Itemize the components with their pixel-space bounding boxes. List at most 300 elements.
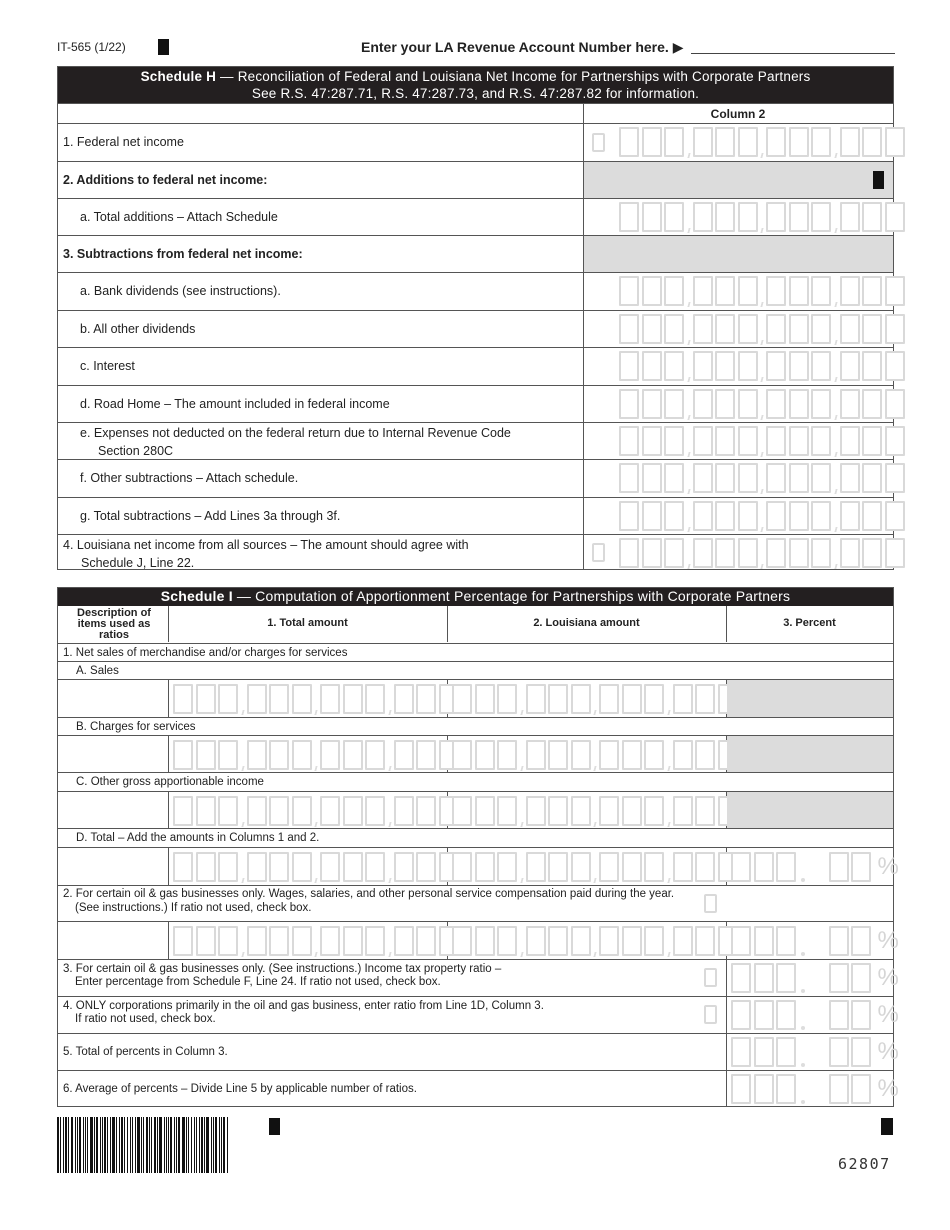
digit-box[interactable] bbox=[840, 501, 860, 531]
digit-box[interactable] bbox=[196, 926, 216, 956]
digit-box[interactable] bbox=[343, 852, 363, 882]
account-number-field[interactable] bbox=[691, 53, 895, 54]
amount-field[interactable] bbox=[619, 276, 907, 306]
percent-field[interactable] bbox=[731, 852, 899, 882]
digit-box[interactable] bbox=[292, 740, 312, 770]
digit-box[interactable] bbox=[789, 389, 809, 419]
digit-box[interactable] bbox=[885, 463, 905, 493]
digit-box[interactable] bbox=[840, 463, 860, 493]
digit-box[interactable] bbox=[738, 276, 758, 306]
digit-box[interactable] bbox=[840, 389, 860, 419]
digit-box[interactable] bbox=[715, 538, 735, 568]
digit-box[interactable] bbox=[548, 796, 568, 826]
digit-box[interactable] bbox=[664, 463, 684, 493]
digit-box[interactable] bbox=[715, 426, 735, 456]
louisiana-amount-field[interactable] bbox=[452, 740, 740, 770]
digit-box[interactable] bbox=[789, 538, 809, 568]
digit-box[interactable] bbox=[452, 796, 472, 826]
digit-box[interactable] bbox=[320, 926, 340, 956]
percent-field[interactable] bbox=[731, 1037, 899, 1067]
digit-box[interactable] bbox=[196, 684, 216, 714]
digit-box[interactable] bbox=[475, 796, 495, 826]
negative-checkbox[interactable] bbox=[592, 543, 605, 562]
digit-box[interactable] bbox=[811, 389, 831, 419]
digit-box[interactable] bbox=[619, 202, 639, 232]
digit-box[interactable] bbox=[715, 389, 735, 419]
digit-box[interactable] bbox=[851, 852, 871, 882]
digit-box[interactable] bbox=[218, 926, 238, 956]
digit-box[interactable] bbox=[548, 684, 568, 714]
digit-box[interactable] bbox=[218, 740, 238, 770]
digit-box[interactable] bbox=[247, 740, 267, 770]
digit-box[interactable] bbox=[292, 796, 312, 826]
digit-box[interactable] bbox=[731, 1074, 751, 1104]
digit-box[interactable] bbox=[862, 202, 882, 232]
digit-box[interactable] bbox=[497, 796, 517, 826]
digit-box[interactable] bbox=[885, 351, 905, 381]
digit-box[interactable] bbox=[693, 276, 713, 306]
percent-field[interactable] bbox=[731, 926, 899, 956]
louisiana-amount-field[interactable] bbox=[452, 796, 740, 826]
digit-box[interactable] bbox=[766, 501, 786, 531]
digit-box[interactable] bbox=[320, 740, 340, 770]
digit-box[interactable] bbox=[173, 684, 193, 714]
digit-box[interactable] bbox=[715, 314, 735, 344]
digit-box[interactable] bbox=[695, 740, 715, 770]
digit-box[interactable] bbox=[452, 684, 472, 714]
digit-box[interactable] bbox=[715, 501, 735, 531]
digit-box[interactable] bbox=[840, 538, 860, 568]
digit-box[interactable] bbox=[789, 426, 809, 456]
digit-box[interactable] bbox=[811, 202, 831, 232]
digit-box[interactable] bbox=[738, 202, 758, 232]
digit-box[interactable] bbox=[644, 926, 664, 956]
digit-box[interactable] bbox=[644, 796, 664, 826]
digit-box[interactable] bbox=[851, 963, 871, 993]
digit-box[interactable] bbox=[196, 740, 216, 770]
digit-box[interactable] bbox=[642, 538, 662, 568]
digit-box[interactable] bbox=[754, 1037, 774, 1067]
digit-box[interactable] bbox=[343, 684, 363, 714]
digit-box[interactable] bbox=[811, 351, 831, 381]
digit-box[interactable] bbox=[173, 852, 193, 882]
total-amount-field[interactable] bbox=[173, 740, 461, 770]
digit-box[interactable] bbox=[715, 463, 735, 493]
digit-box[interactable] bbox=[673, 740, 693, 770]
digit-box[interactable] bbox=[497, 926, 517, 956]
digit-box[interactable] bbox=[320, 852, 340, 882]
digit-box[interactable] bbox=[862, 426, 882, 456]
digit-box[interactable] bbox=[622, 926, 642, 956]
digit-box[interactable] bbox=[196, 852, 216, 882]
digit-box[interactable] bbox=[526, 740, 546, 770]
digit-box[interactable] bbox=[292, 684, 312, 714]
digit-box[interactable] bbox=[622, 852, 642, 882]
digit-box[interactable] bbox=[269, 926, 289, 956]
digit-box[interactable] bbox=[664, 501, 684, 531]
digit-box[interactable] bbox=[738, 463, 758, 493]
digit-box[interactable] bbox=[840, 351, 860, 381]
digit-box[interactable] bbox=[851, 1074, 871, 1104]
digit-box[interactable] bbox=[365, 852, 385, 882]
digit-box[interactable] bbox=[885, 276, 905, 306]
digit-box[interactable] bbox=[599, 852, 619, 882]
digit-box[interactable] bbox=[811, 538, 831, 568]
digit-box[interactable] bbox=[789, 314, 809, 344]
digit-box[interactable] bbox=[738, 389, 758, 419]
amount-field[interactable] bbox=[619, 202, 907, 232]
digit-box[interactable] bbox=[754, 963, 774, 993]
digit-box[interactable] bbox=[196, 796, 216, 826]
digit-box[interactable] bbox=[247, 926, 267, 956]
digit-box[interactable] bbox=[664, 389, 684, 419]
digit-box[interactable] bbox=[664, 314, 684, 344]
digit-box[interactable] bbox=[365, 796, 385, 826]
digit-box[interactable] bbox=[885, 501, 905, 531]
digit-box[interactable] bbox=[738, 314, 758, 344]
digit-box[interactable] bbox=[571, 684, 591, 714]
digit-box[interactable] bbox=[173, 926, 193, 956]
digit-box[interactable] bbox=[218, 852, 238, 882]
digit-box[interactable] bbox=[247, 852, 267, 882]
digit-box[interactable] bbox=[693, 202, 713, 232]
digit-box[interactable] bbox=[811, 276, 831, 306]
digit-box[interactable] bbox=[789, 351, 809, 381]
digit-box[interactable] bbox=[811, 463, 831, 493]
percent-field[interactable] bbox=[731, 963, 899, 993]
digit-box[interactable] bbox=[365, 926, 385, 956]
digit-box[interactable] bbox=[548, 852, 568, 882]
digit-box[interactable] bbox=[776, 963, 796, 993]
line-label bbox=[80, 424, 511, 460]
digit-box[interactable] bbox=[693, 501, 713, 531]
digit-box[interactable] bbox=[738, 501, 758, 531]
digit-box[interactable] bbox=[885, 538, 905, 568]
digit-box[interactable] bbox=[766, 202, 786, 232]
digit-box[interactable] bbox=[173, 796, 193, 826]
digit-box[interactable] bbox=[862, 463, 882, 493]
digit-box[interactable] bbox=[766, 538, 786, 568]
digit-box[interactable] bbox=[619, 314, 639, 344]
digit-box[interactable] bbox=[829, 852, 849, 882]
amount-field[interactable] bbox=[619, 538, 907, 568]
digit-box[interactable] bbox=[766, 276, 786, 306]
digit-box[interactable] bbox=[738, 538, 758, 568]
digit-box[interactable] bbox=[693, 127, 713, 157]
percent-field[interactable] bbox=[731, 1074, 899, 1104]
digit-box[interactable] bbox=[789, 501, 809, 531]
digit-box[interactable] bbox=[416, 684, 436, 714]
digit-box[interactable] bbox=[343, 926, 363, 956]
digit-box[interactable] bbox=[664, 202, 684, 232]
digit-box[interactable] bbox=[829, 1037, 849, 1067]
digit-box[interactable] bbox=[526, 852, 546, 882]
digit-box[interactable] bbox=[862, 314, 882, 344]
digit-box[interactable] bbox=[622, 796, 642, 826]
schedule-i-sub-label bbox=[58, 772, 893, 790]
digit-box[interactable] bbox=[642, 389, 662, 419]
barcode-bar bbox=[227, 1117, 228, 1173]
digit-box[interactable] bbox=[642, 314, 662, 344]
digit-box[interactable] bbox=[673, 796, 693, 826]
digit-box[interactable] bbox=[693, 538, 713, 568]
digit-box[interactable] bbox=[766, 463, 786, 493]
ratio-not-used-checkbox[interactable] bbox=[704, 894, 717, 913]
digit-box[interactable] bbox=[862, 389, 882, 419]
digit-box[interactable] bbox=[851, 1000, 871, 1030]
digit-box[interactable] bbox=[754, 1000, 774, 1030]
digit-box[interactable] bbox=[840, 127, 860, 157]
digit-box[interactable] bbox=[247, 796, 267, 826]
digit-box[interactable] bbox=[693, 314, 713, 344]
digit-box[interactable] bbox=[619, 501, 639, 531]
digit-box[interactable] bbox=[811, 501, 831, 531]
digit-box[interactable] bbox=[644, 684, 664, 714]
digit-box[interactable] bbox=[269, 740, 289, 770]
digit-box[interactable] bbox=[571, 926, 591, 956]
digit-box[interactable] bbox=[292, 926, 312, 956]
digit-box[interactable] bbox=[642, 351, 662, 381]
total-amount-field[interactable] bbox=[173, 926, 461, 956]
digit-box[interactable] bbox=[766, 351, 786, 381]
digit-box[interactable] bbox=[644, 740, 664, 770]
digit-box[interactable] bbox=[475, 684, 495, 714]
digit-box[interactable] bbox=[885, 314, 905, 344]
digit-box[interactable] bbox=[862, 276, 882, 306]
digit-box[interactable] bbox=[619, 426, 639, 456]
digit-box[interactable] bbox=[619, 463, 639, 493]
digit-box[interactable] bbox=[885, 127, 905, 157]
digit-box[interactable] bbox=[619, 538, 639, 568]
digit-box[interactable] bbox=[343, 796, 363, 826]
amount-field[interactable] bbox=[619, 351, 907, 381]
digit-box[interactable] bbox=[475, 926, 495, 956]
digit-box[interactable] bbox=[776, 1000, 796, 1030]
louisiana-amount-field[interactable] bbox=[452, 926, 740, 956]
digit-box[interactable] bbox=[642, 426, 662, 456]
digit-box[interactable] bbox=[599, 684, 619, 714]
digit-box[interactable] bbox=[416, 740, 436, 770]
digit-box[interactable] bbox=[394, 852, 414, 882]
digit-box[interactable] bbox=[619, 389, 639, 419]
digit-box[interactable] bbox=[497, 740, 517, 770]
digit-box[interactable] bbox=[715, 276, 735, 306]
digit-box[interactable] bbox=[731, 1000, 751, 1030]
barcode-bar bbox=[164, 1117, 165, 1173]
digit-box[interactable] bbox=[673, 852, 693, 882]
amount-field[interactable] bbox=[619, 127, 907, 157]
digit-box[interactable] bbox=[715, 127, 735, 157]
digit-box[interactable] bbox=[829, 926, 849, 956]
digit-box[interactable] bbox=[664, 127, 684, 157]
barcode-bar bbox=[60, 1117, 61, 1173]
digit-box[interactable] bbox=[475, 852, 495, 882]
digit-box[interactable] bbox=[693, 426, 713, 456]
digit-box[interactable] bbox=[738, 351, 758, 381]
digit-box[interactable] bbox=[599, 926, 619, 956]
digit-box[interactable] bbox=[548, 740, 568, 770]
digit-box[interactable] bbox=[840, 314, 860, 344]
digit-box[interactable] bbox=[673, 926, 693, 956]
digit-box[interactable] bbox=[851, 1037, 871, 1067]
digit-box[interactable] bbox=[766, 314, 786, 344]
digit-box[interactable] bbox=[776, 852, 796, 882]
digit-box[interactable] bbox=[571, 852, 591, 882]
digit-box[interactable] bbox=[731, 963, 751, 993]
amount-field[interactable] bbox=[619, 389, 907, 419]
digit-box[interactable] bbox=[497, 852, 517, 882]
louisiana-amount-field[interactable] bbox=[452, 684, 740, 714]
digit-box[interactable] bbox=[452, 852, 472, 882]
digit-box[interactable] bbox=[811, 314, 831, 344]
digit-box[interactable] bbox=[644, 852, 664, 882]
digit-box[interactable] bbox=[247, 684, 267, 714]
digit-box[interactable] bbox=[695, 926, 715, 956]
digit-box[interactable] bbox=[664, 276, 684, 306]
digit-box[interactable] bbox=[571, 796, 591, 826]
digit-box[interactable] bbox=[766, 127, 786, 157]
digit-box[interactable] bbox=[416, 796, 436, 826]
digit-box[interactable] bbox=[497, 684, 517, 714]
digit-box[interactable] bbox=[526, 926, 546, 956]
digit-box[interactable] bbox=[452, 926, 472, 956]
digit-box[interactable] bbox=[715, 351, 735, 381]
digit-box[interactable] bbox=[173, 740, 193, 770]
digit-box[interactable] bbox=[269, 796, 289, 826]
digit-box[interactable] bbox=[738, 426, 758, 456]
digit-box[interactable] bbox=[829, 1074, 849, 1104]
digit-box[interactable] bbox=[789, 276, 809, 306]
digit-box[interactable] bbox=[526, 684, 546, 714]
amount-field[interactable] bbox=[619, 501, 907, 531]
digit-box[interactable] bbox=[269, 852, 289, 882]
digit-box[interactable] bbox=[526, 796, 546, 826]
digit-box[interactable] bbox=[619, 276, 639, 306]
digit-box[interactable] bbox=[320, 796, 340, 826]
digit-box[interactable] bbox=[619, 127, 639, 157]
digit-box[interactable] bbox=[599, 796, 619, 826]
amount-field[interactable] bbox=[619, 314, 907, 344]
digit-box[interactable] bbox=[851, 926, 871, 956]
digit-box[interactable] bbox=[416, 926, 436, 956]
total-amount-field[interactable] bbox=[173, 684, 461, 714]
digit-box[interactable] bbox=[715, 202, 735, 232]
digit-box[interactable] bbox=[885, 426, 905, 456]
amount-field[interactable] bbox=[619, 463, 907, 493]
digit-box[interactable] bbox=[394, 926, 414, 956]
digit-box[interactable] bbox=[840, 276, 860, 306]
digit-box[interactable] bbox=[664, 426, 684, 456]
digit-box[interactable] bbox=[642, 501, 662, 531]
digit-box[interactable] bbox=[365, 684, 385, 714]
ratio-not-used-checkbox[interactable] bbox=[704, 968, 717, 987]
digit-box[interactable] bbox=[731, 1037, 751, 1067]
digit-box[interactable] bbox=[394, 684, 414, 714]
digit-box[interactable] bbox=[829, 1000, 849, 1030]
barcode-bar bbox=[141, 1117, 142, 1173]
digit-box[interactable] bbox=[862, 501, 882, 531]
ratio-not-used-checkbox[interactable] bbox=[704, 1005, 717, 1024]
digit-box[interactable] bbox=[789, 463, 809, 493]
digit-box[interactable] bbox=[343, 740, 363, 770]
digit-box[interactable] bbox=[885, 389, 905, 419]
digit-box[interactable] bbox=[365, 740, 385, 770]
total-amount-field[interactable] bbox=[173, 852, 461, 882]
digit-box[interactable] bbox=[789, 127, 809, 157]
digit-box[interactable] bbox=[571, 740, 591, 770]
digit-box[interactable] bbox=[731, 926, 751, 956]
digit-box[interactable] bbox=[218, 684, 238, 714]
digit-box[interactable] bbox=[754, 852, 774, 882]
digit-box[interactable] bbox=[475, 740, 495, 770]
digit-box[interactable] bbox=[840, 202, 860, 232]
digit-box[interactable] bbox=[695, 852, 715, 882]
digit-box[interactable] bbox=[269, 684, 289, 714]
digit-box[interactable] bbox=[862, 351, 882, 381]
digit-box[interactable] bbox=[452, 740, 472, 770]
digit-box[interactable] bbox=[292, 852, 312, 882]
schedule-h-line bbox=[58, 123, 893, 161]
digit-box[interactable] bbox=[776, 1074, 796, 1104]
digit-box[interactable] bbox=[776, 1037, 796, 1067]
digit-box[interactable] bbox=[664, 538, 684, 568]
digit-box[interactable] bbox=[599, 740, 619, 770]
digit-box[interactable] bbox=[789, 202, 809, 232]
digit-box[interactable] bbox=[766, 389, 786, 419]
digit-box[interactable] bbox=[829, 963, 849, 993]
digit-box[interactable] bbox=[622, 740, 642, 770]
digit-box[interactable] bbox=[416, 852, 436, 882]
digit-box[interactable] bbox=[664, 351, 684, 381]
percent-field[interactable] bbox=[731, 1000, 899, 1030]
amount-field[interactable] bbox=[619, 426, 907, 456]
digit-box[interactable] bbox=[394, 796, 414, 826]
digit-box[interactable] bbox=[394, 740, 414, 770]
digit-box[interactable] bbox=[622, 684, 642, 714]
digit-box[interactable] bbox=[642, 127, 662, 157]
digit-box[interactable] bbox=[642, 202, 662, 232]
negative-checkbox[interactable] bbox=[592, 133, 605, 152]
digit-box[interactable] bbox=[754, 1074, 774, 1104]
digit-box[interactable] bbox=[693, 389, 713, 419]
total-amount-field[interactable] bbox=[173, 796, 461, 826]
digit-box[interactable] bbox=[693, 351, 713, 381]
digit-box[interactable] bbox=[731, 852, 751, 882]
digit-box[interactable] bbox=[693, 463, 713, 493]
digit-box[interactable] bbox=[673, 684, 693, 714]
digit-box[interactable] bbox=[320, 684, 340, 714]
digit-box[interactable] bbox=[738, 127, 758, 157]
digit-box[interactable] bbox=[885, 202, 905, 232]
digit-box[interactable] bbox=[776, 926, 796, 956]
digit-box[interactable] bbox=[642, 276, 662, 306]
louisiana-amount-field[interactable] bbox=[452, 852, 740, 882]
digit-box[interactable] bbox=[754, 926, 774, 956]
digit-box[interactable] bbox=[218, 796, 238, 826]
digit-box[interactable] bbox=[695, 796, 715, 826]
digit-box[interactable] bbox=[695, 684, 715, 714]
digit-box[interactable] bbox=[811, 426, 831, 456]
digit-box[interactable] bbox=[862, 538, 882, 568]
col-total-amount: 1. Total amount bbox=[267, 617, 348, 629]
digit-box[interactable] bbox=[811, 127, 831, 157]
digit-box[interactable] bbox=[840, 426, 860, 456]
digit-box[interactable] bbox=[548, 926, 568, 956]
digit-box[interactable] bbox=[766, 426, 786, 456]
digit-box[interactable] bbox=[862, 127, 882, 157]
digit-box[interactable] bbox=[619, 351, 639, 381]
digit-box[interactable] bbox=[642, 463, 662, 493]
